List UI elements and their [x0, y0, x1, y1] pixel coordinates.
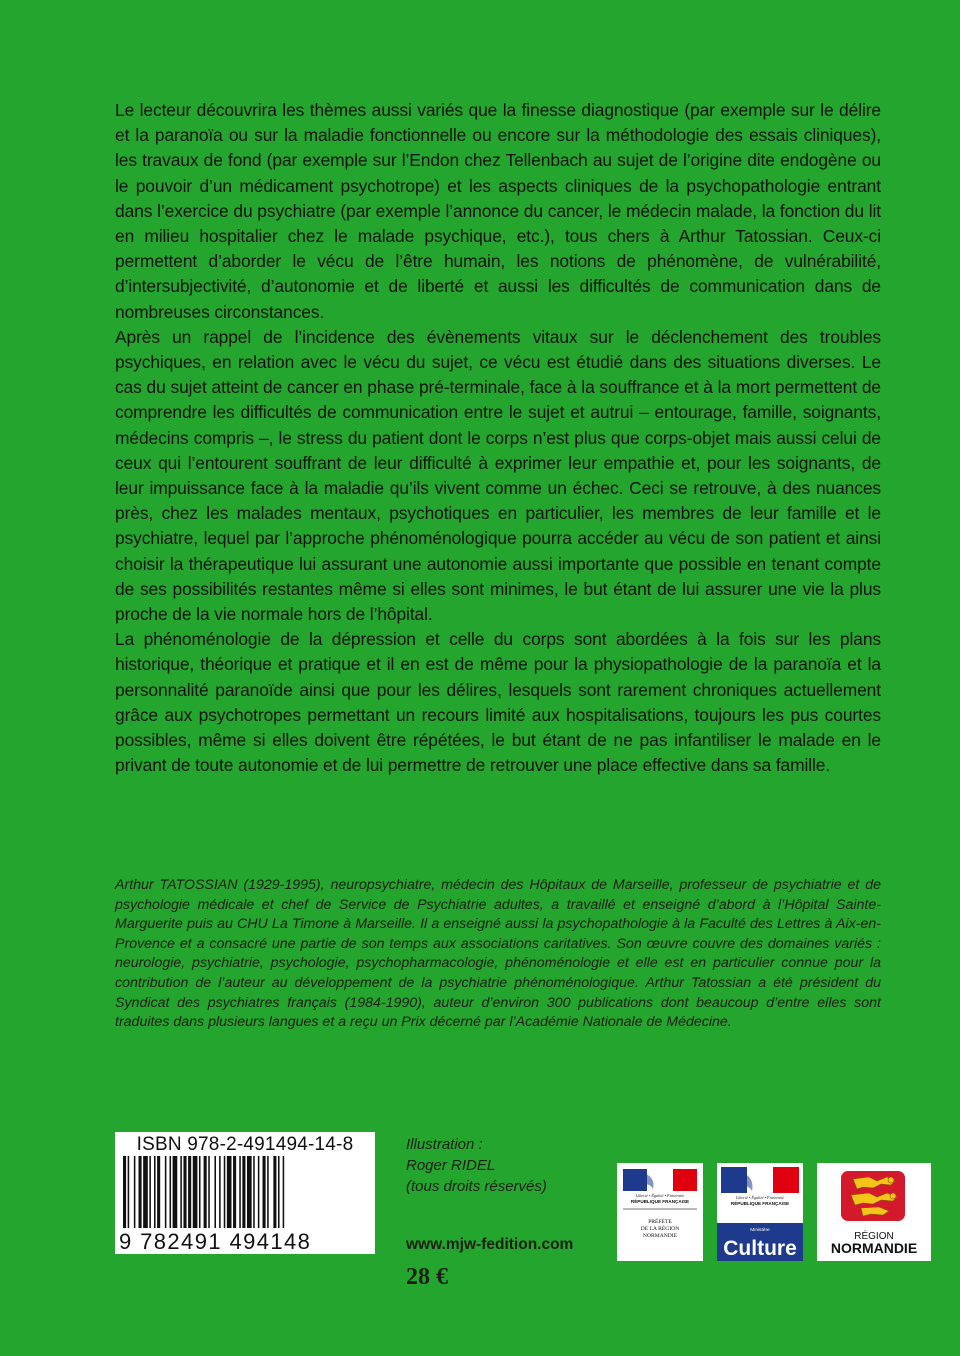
barcode-bar: [208, 1156, 210, 1228]
barcode-bar: [273, 1156, 276, 1228]
barcode-bar: [278, 1156, 280, 1228]
barcode-bar: [224, 1156, 226, 1228]
barcode-bar: [170, 1156, 172, 1228]
credits-line-2: Roger RIDEL: [406, 1157, 496, 1174]
barcode-bar: [123, 1156, 126, 1228]
prefet-line-1: PRÉFÈTE: [648, 1219, 672, 1225]
summary-paragraph-3: La phénoménologie de la dépression et celle du corps sont abordées à la fois sur les plans historique, théorique et pratique et il en est de même pour la physiopathologie de la paranoïa et la personnalité paranoïde ainsi que pour les délires, lesquels sont rarement chroniques actuellement grâce aux psychotropes permettant un recours limité aux hospitalisations, toujours les pus courtes possibles, même si elles doivent être répétées, le but étant de ne pas infantiliser le malade en le privant de toute autonomie et de lui permettre de retrouver une place effective dans sa famille.: [115, 629, 881, 776]
prefet-line-2: DE LA RÉGION: [640, 1226, 680, 1232]
publisher-website: www.mjw-fedition.com: [406, 1236, 574, 1253]
credits-line-3: (tous droits réservés): [406, 1178, 547, 1195]
ministere-culture-logo: [717, 1163, 803, 1261]
prefet-line-3: NORMANDIE: [642, 1233, 678, 1239]
normandie-line-1: RÉGION: [854, 1231, 894, 1242]
barcode-bar: [258, 1156, 260, 1228]
barcode-bar: [180, 1156, 182, 1228]
barcode-bar: [253, 1156, 255, 1228]
barcode-bar: [227, 1156, 232, 1228]
credits-line-1: Illustration :: [406, 1136, 483, 1153]
illustration-credits: [406, 1134, 606, 1197]
isbn-digits: 9 782491 494148: [119, 1229, 312, 1254]
prefet-normandie-logo: [617, 1163, 703, 1261]
culture-republic: RÉPUBLIQUE FRANÇAISE: [730, 1201, 790, 1206]
barcode: [115, 1156, 375, 1228]
culture-word: Culture: [723, 1237, 797, 1260]
isbn-barcode-block: [115, 1132, 375, 1254]
isbn-label: ISBN 978-2-491494-14-8: [136, 1134, 354, 1155]
barcode-bar: [165, 1156, 167, 1228]
prefet-motto: Liberté • Égalité • Fraternité: [635, 1193, 685, 1198]
barcode-bar: [219, 1156, 221, 1228]
barcode-bar: [173, 1156, 178, 1228]
barcode-bar: [267, 1156, 269, 1228]
price: 28 €: [406, 1264, 448, 1290]
barcode-bar: [233, 1156, 236, 1228]
author-bio: Arthur TATOSSIAN (1929-1995), neuropsychiatre, médecin des Hôpitaux de Marseille, professeur de psychiatrie et de psychologie médicale et chef de Service de Psychiatrie adultes, a travaillé et enseigné d’abord à l’Hôpital Sainte-Marguerite puis au CHU La Timone à Marseille. Il a enseigné aussi la psychopathologie à la Faculté des Lettres à Aix-en-Provence et a consacré une partie de son temps aux associations caritatives. Son œuvre couvre des domaines variés : neurologie, psychiatrie, psychologie, psychopharmacologie, phénoménologie et elle est en particulier connue pour la contribution de l’auteur au développement de la psychiatrie phénoménologique. Arthur Tatossian a été président du Syndicat des psychiatres français (1984-1990), auteur d’environ 300 publications dont beaucoup d’entre elles sont traduites dans plusieurs langues et a reçu un Prix décerné par l’Académie Nationale de Médecine.: [115, 877, 881, 1031]
summary-text: [115, 98, 881, 778]
culture-ministere: Ministère: [750, 1228, 770, 1233]
barcode-bar: [239, 1156, 241, 1228]
barcode-bar: [128, 1156, 130, 1228]
marianne-emblem-icon: [617, 1163, 703, 1261]
region-normandie-logo: [817, 1163, 931, 1261]
prefet-republic: RÉPUBLIQUE FRANÇAISE: [630, 1199, 690, 1204]
summary-paragraph-1: Le lecteur découvrira les thèmes aussi variés que la finesse diagnostique (par exemple sur le délire et la paranoïa ou sur la maladie fonctionnelle ou encore sur la méthodologie des essais cliniques), les travaux de fond (par exemple sur l’Endon chez Tellenbach au sujet de l’origine dite endogène ou le pouvoir d’un médicament psychotrope) et les aspects cliniques de la psychopathologie entrant dans l’exercice du psychiatre (par exemple l’annonce du cancer, le médecin malade, la fonction du lit en milieu hospitalier chez le malade psychique, etc.), tous chers à Arthur Tatossian. Ceux-ci permettent d’aborder le vécu de l’être humain, les notions de phénomène, de vulnérabilité, d’intersubjectivité, d’autonomie et de liberté et aussi les difficultés de communication dans de nombreuses circonstances.: [115, 100, 881, 322]
barcode-bar: [188, 1156, 191, 1228]
barcode-bar: [199, 1156, 201, 1228]
normandie-line-2: NORMANDIE: [830, 1240, 918, 1256]
barcode-bar: [157, 1156, 160, 1228]
normandie-lions-icon: [817, 1163, 931, 1261]
culture-motto: Liberté • Égalité • Fraternité: [735, 1195, 785, 1200]
summary-paragraph-2: Après un rappel de l’incidence des évènements vitaux sur le déclenchement des troubles psychiques, en relation avec le vécu du sujet, ce vécu est étudié dans des situations diverses. Le cas du sujet atteint de cancer en phase pré-terminale, face à la souffrance et à la mort permettent de comprendre les difficultés de communication entre le sujet et autrui – entourage, famille, soignants, médecins compris –, le stress du patient dont le corps n’est plus que corps-objet mais aussi celui de ceux qui l’entourent souffrant de leur difficulté à exprimer leur empathie et, pour les soignants, de leur impuissance face à la maladie qu’ils vivent comme un échec. Ceci se retrouve, à des nuances près, chez les malades mentaux, psychotiques en particulier, les membres de leur famille et le psychiatre, lequel par l’approche phénoménologique pourra accéder au vécu de son patient et ainsi choisir la thérapeutique lui assurant une autonomie aussi importante que possible en tenant compte de ses possibilités restantes même si elles sont minimes, le but étant de lui assurer une vie la plus proche de la vie normale hors de l’hôpital.: [115, 326, 881, 625]
barcode-bar: [143, 1156, 148, 1228]
barcode-bar: [247, 1156, 252, 1228]
barcode-bar: [154, 1156, 156, 1228]
barcode-bar: [242, 1156, 245, 1228]
barcode-bar: [149, 1156, 151, 1228]
barcode-bar: [283, 1156, 285, 1228]
barcode-bar: [263, 1156, 266, 1228]
barcode-bar: [193, 1156, 198, 1228]
barcode-bar: [214, 1156, 216, 1228]
culture-emblem-icon: [717, 1163, 803, 1261]
barcode-bar: [139, 1156, 142, 1228]
barcode-bar: [204, 1156, 207, 1228]
barcode-bar: [183, 1156, 186, 1228]
barcode-bar: [134, 1156, 136, 1228]
